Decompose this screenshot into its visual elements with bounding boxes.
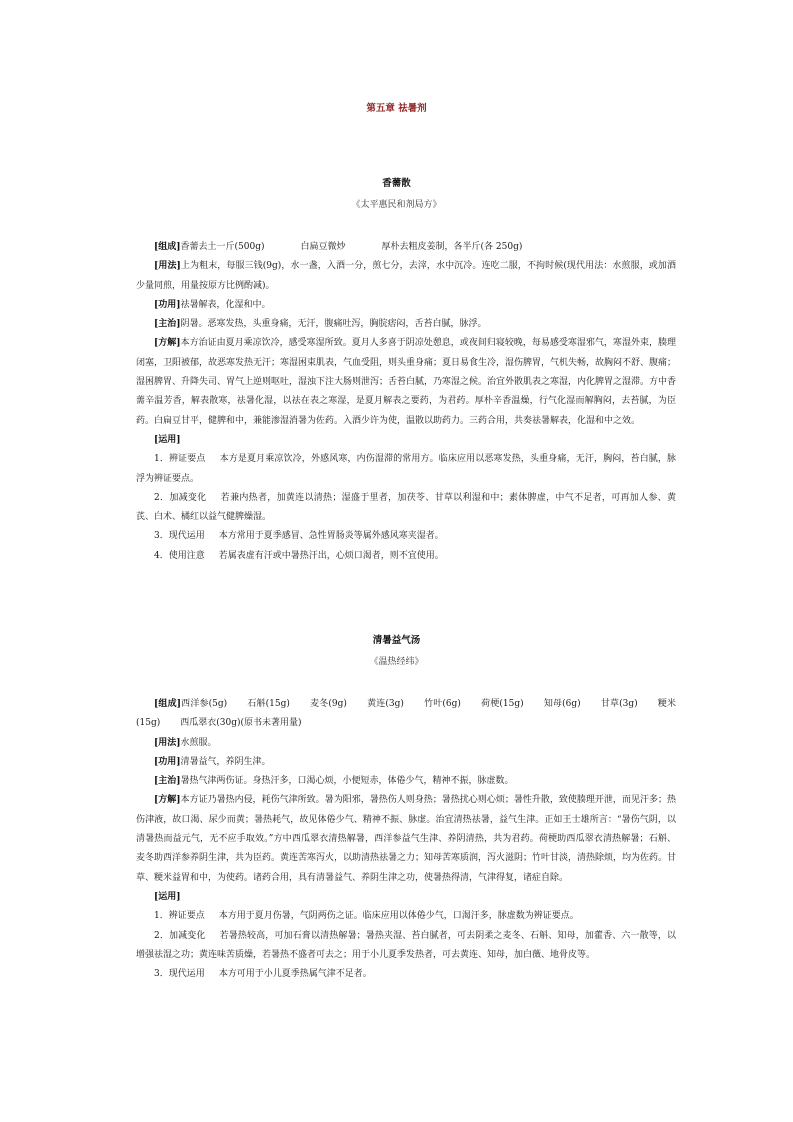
formula-section-xiangru	[136, 175, 676, 566]
formula-source: 《温热经纬》	[369, 657, 424, 667]
usage: [用法]上为粗末，每服三钱(9g)，水一盏，入酒一分，煎七分，去滓，水中沉冷。连吃二服，不拘时候(现代用法：水煎服，或加酒少量同煎，用量按原方比例酌减)。	[136, 261, 676, 291]
application-item: 4．使用注意 若属表虚有汗或中暑热汗出，心烦口渴者，则不宜使用。	[154, 550, 444, 561]
formula-title: 香薷散	[382, 178, 411, 189]
application-heading: [运用]	[154, 434, 181, 445]
application-item: 2．加减变化 若兼内热者，加黄连以清热；湿盛于里者，加茯苓、甘草以利湿和中；素体脾虚，中气不足者，可再加人参、黄芪、白术、橘红以益气健脾燥湿。	[136, 492, 676, 523]
application-heading: [运用]	[154, 891, 181, 902]
explanation: [方解]本方证乃暑热内侵，耗伤气津所致。暑为阳邪，暑热伤人则身热；暑热扰心则心烦；暑性升散，致使腠理开泄，而见汗多；热伤津液，故口渴、尿少而黄；暑热耗气，故见体倦少气、精神不振、脉虚。治宜清热祛暑，益气生津。正如王士雄所言：“暑伤气阴，以清暑热而益元气，无不应手取效。”方中西瓜翠衣清热解暑，西洋参益气生津、养阴清热，共为君药。荷梗助西瓜翠衣清热解暑；石斛、麦冬助西洋参养阴生津，共为臣药。黄连苦寒泻火，以助清热祛暑之力；知母苦寒质润，泻火滋阴；竹叶甘淡，清热除烦，均为佐药。甘草、粳米益胃和中，为使药。诸药合用，具有清暑益气、养阴生津之功，使暑热得清，气津得复，诸症自除。	[136, 795, 677, 883]
formula-title: 清暑益气汤	[372, 635, 421, 646]
application-item: 3．现代运用 本方常用于夏季感冒、急性胃肠炎等属外感风寒夹湿者。	[154, 531, 444, 542]
indication: [主治]暑热气津两伤证。身热汗多，口渴心烦，小便短赤，体倦少气，精神不振，脉虚数。	[154, 776, 514, 787]
composition: [组成]香薷去土一斤(500g) 白扁豆微炒 厚朴去粗皮姜制，各半斤(各 250g)	[154, 242, 523, 252]
application-item: 1．辨证要点 本方是夏月乘凉饮冷，外感风寒，内伤湿滞的常用方。临床应用以恶寒发热，头重身痛，无汗，胸闷，苔白腻，脉浮为辨证要点。	[136, 454, 676, 484]
application-item: 2．加减变化 若暑热较高，可加石膏以清热解暑；暑热夹湿、苔白腻者，可去阴柔之麦冬、石斛、知母，加藿香、六一散等，以增强祛湿之功；黄连味苦质燥，若暑热不盛者可去之；用于小儿夏季发热者，可去黄连、知母，加白薇、地骨皮等。	[136, 930, 676, 960]
chapter-title: 第五章 祛暑剂	[366, 103, 427, 114]
formula-section-qingshu	[136, 632, 676, 984]
formula-source: 《太平惠民和剂局方》	[351, 200, 442, 210]
composition: [组成]西洋参(5g) 石斛(15g) 麦冬(9g) 黄连(3g) 竹叶(6g) 荷梗(15g) 知母(6g) 甘草(3g) 粳米 (15g) 西瓜翠衣(30g)(原书未著用量)	[136, 699, 676, 729]
application-item: 3．现代运用 本方可用于小儿夏季热属气津不足者。	[154, 969, 372, 980]
effect: [功用]清暑益气，养阴生津。	[154, 756, 271, 767]
application-item: 1．辨证要点 本方用于夏月伤暑，气阴两伤之证。临床应用以体倦少气，口渴汗多，脉虚数为辨证要点。	[154, 911, 579, 922]
explanation: [方解]本方治证由夏月乘凉饮冷，感受寒湿所致。夏月人多喜于阴凉处憩息，或夜间归寝较晚，每易感受寒湿邪气，寒湿外束，腠理闭塞，卫阳被郁，故恶寒发热无汗；寒湿困束肌表，气血受阻，则头重身痛；夏日易食生冷，湿伤脾胃，气机失畅，故胸闷不舒、腹痛；湿困脾胃、升降失司、胃气上逆则呕吐，湿浊下注大肠则泄泻；舌苔白腻，乃寒湿之候。治宜外散肌表之寒湿，内化脾胃之湿滞。方中香薷辛温芳香，解表散寒，祛暑化湿，以祛在表之寒湿，是夏月解表之要药，为君药。厚朴辛香温燥，行气化湿而解胸闷，去苔腻，为臣药。白扁豆甘平，健脾和中，兼能渗湿消暑为佐药。入酒少许为使，温散以助药力。三药合用，共奏祛暑解表，化湿和中之效。	[136, 338, 677, 426]
usage: [用法]水煎服。	[154, 737, 217, 748]
indication: [主治]阴暑。恶寒发热，头重身痛，无汗，腹痛吐泻，胸脘痞闷，舌苔白腻，脉浮。	[154, 319, 487, 330]
effect: [功用]祛暑解表，化湿和中。	[154, 299, 271, 310]
